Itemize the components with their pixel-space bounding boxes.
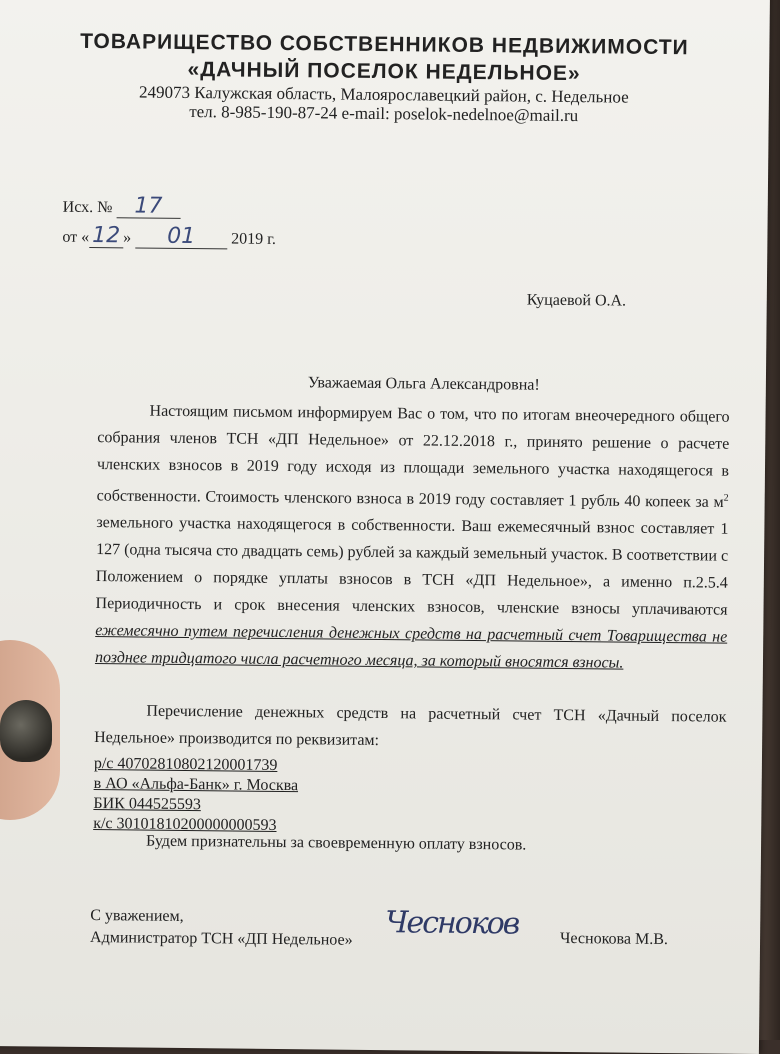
org-contacts: тел. 8-985-190-87-24 e-mail: poselok-nedelnoe@mail.ru	[189, 102, 579, 126]
outgoing-number	[62, 193, 181, 219]
date-day-field	[89, 223, 123, 249]
outgoing-number-label: Исх. №	[62, 198, 113, 217]
org-name-line2: «ДАЧНЫЙ ПОСЕЛОК НЕДЕЛЬНОЕ»	[187, 57, 581, 86]
addressee: Куцаевой О.А.	[526, 291, 627, 310]
paragraph-requisites-intro: Перечисление денежных средств на расчетный счет ТСН «Дачный поселок Недельное» производится по реквизитам:	[94, 702, 727, 750]
bank-name: в АО «Альфа-Банк» г. Москва	[93, 775, 299, 795]
bik-code: БИК 044525593	[93, 795, 201, 814]
date-mid: »	[123, 229, 132, 247]
date-day-value: 12	[92, 223, 121, 249]
fingernail	[0, 700, 52, 762]
date-year: 2019 г.	[231, 230, 277, 248]
org-address: 249073 Калужская область, Малоярославецкий район, с. Недельное	[138, 82, 629, 107]
date-month-value: 01	[167, 223, 196, 250]
greeting: Уважаемая Ольга Александровна!	[307, 374, 540, 394]
account-number: р/с 40702810802120001739	[93, 755, 278, 774]
date-prefix: от «	[62, 228, 90, 246]
square-superscript: 2	[723, 492, 729, 504]
signer-name: Чеснокова М.В.	[559, 929, 669, 949]
outgoing-number-value: 17	[134, 193, 163, 219]
outgoing-number-field	[116, 193, 180, 219]
closing-regards: С уважением,	[90, 907, 184, 925]
paragraph-text: Настоящим письмом информируем Вас о том, что по итогам внеочередного общего собрания членов ТСН «ДП Недельное» от 22.12.2018 г., принято решение о расчете членских взносов в 2019 году исходя из площади земельного участка находящегося в собственности. Стоимость членского взноса в 2019 году составляет 1 рубль 40 копеек за м	[96, 402, 730, 511]
org-name-line1: ТОВАРИЩЕСТВО СОБСТВЕННИКОВ НЕДВИЖИМОСТИ	[80, 29, 689, 60]
correspondent-account: к/с 30101810200000000593	[93, 815, 277, 834]
paragraph-text-cont: земельного участка находящегося в собственности. Ваш ежемесячный взнос составляет 1 127 (одна тысяча сто двадцать семь) рублей за каждый земельный участок. В соответствии с Положением о порядке уплаты взносов в ТСН «ДП Недельное», а именно п.2.5.4 Периодичность и срок внесения членских взносов, членские взносы уплачиваются	[95, 514, 729, 620]
outgoing-date	[62, 223, 277, 250]
thanks-line: Будем признательны за своевременную оплату взносов.	[145, 832, 527, 854]
date-month-field	[135, 223, 227, 250]
payment-terms-emphasis: ежемесячно путем перечисления денежных средств на расчетный счет Товарищества не позднее тридцатого числа расчетного месяца, за который вносятся взносы.	[94, 622, 728, 672]
closing-position: Администратор ТСН «ДП Недельное»	[89, 929, 353, 949]
paragraph-main	[95, 397, 730, 678]
handwritten-signature: Чесноков	[385, 905, 519, 942]
